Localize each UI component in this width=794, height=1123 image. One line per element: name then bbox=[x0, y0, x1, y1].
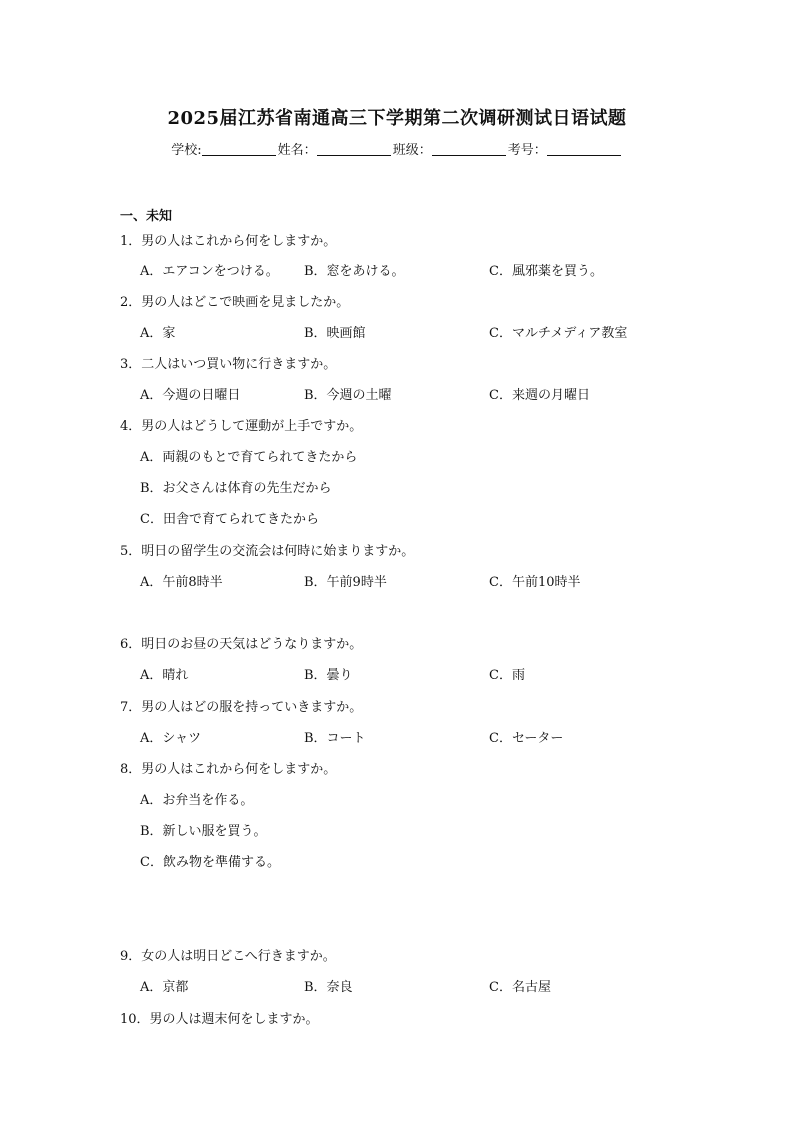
q3-option-c: C．来週の月曜日 bbox=[489, 388, 590, 403]
q1-option-c: C．風邪薬を買う。 bbox=[489, 264, 603, 279]
q7-option-c: C．セーター bbox=[489, 731, 564, 746]
q2-option-c: C．マルチメディア教室 bbox=[489, 326, 628, 341]
class-blank[interactable] bbox=[432, 142, 506, 156]
q4-option-a: A．両親のもとで育てられてきたから bbox=[140, 450, 358, 465]
page-title: 2025届江苏省南通高三下学期第二次调研测试日语试题 bbox=[167, 108, 627, 129]
q3-option-a: A．今週の日曜日 bbox=[140, 388, 241, 403]
number-label: 考号： bbox=[507, 143, 547, 158]
question-7: 7．男の人はどの服を持っていきますか。 bbox=[120, 700, 363, 715]
question-4: 4．男の人はどうして運動が上手ですか。 bbox=[120, 419, 363, 434]
q6-option-c: C．雨 bbox=[489, 668, 525, 683]
q5-option-b: B．午前9時半 bbox=[304, 575, 387, 590]
q3-option-b: B．今週の土曜 bbox=[304, 388, 392, 403]
question-3: 3．二人はいつ買い物に行きますか。 bbox=[120, 357, 337, 372]
number-blank[interactable] bbox=[547, 142, 621, 156]
school-blank[interactable] bbox=[202, 142, 276, 156]
q9-option-a: A．京都 bbox=[140, 980, 189, 995]
q7-option-a: A．シャツ bbox=[140, 731, 202, 746]
name-blank[interactable] bbox=[317, 142, 391, 156]
question-2: 2．男の人はどこで映画を見ましたか。 bbox=[120, 295, 350, 310]
q7-option-b: B．コート bbox=[304, 731, 366, 746]
q2-option-a: A．家 bbox=[140, 326, 176, 341]
q8-option-c: C．飲み物を準備する。 bbox=[140, 855, 280, 870]
class-label: 班级： bbox=[392, 143, 432, 158]
q4-option-b: B．お父さんは体育の先生だから bbox=[140, 481, 332, 496]
name-label: 姓名： bbox=[277, 143, 317, 158]
q6-option-a: A．晴れ bbox=[140, 668, 189, 683]
section-heading: 一、未知 bbox=[120, 209, 173, 224]
question-1: 1．男の人はこれから何をしますか。 bbox=[120, 234, 337, 249]
school-label: 学校: bbox=[171, 143, 202, 158]
q2-option-b: B．映画館 bbox=[304, 326, 366, 341]
question-8: 8．男の人はこれから何をしますか。 bbox=[120, 762, 337, 777]
q9-option-b: B．奈良 bbox=[304, 980, 353, 995]
student-info-line bbox=[0, 139, 794, 158]
q1-option-a: A．エアコンをつける。 bbox=[140, 264, 279, 279]
q9-option-c: C．名古屋 bbox=[489, 980, 551, 995]
q5-option-c: C．午前10時半 bbox=[489, 575, 581, 590]
question-5: 5．明日の留学生の交流会は何時に始まりますか。 bbox=[120, 544, 415, 559]
q5-option-a: A．午前8時半 bbox=[140, 575, 223, 590]
q1-option-b: B．窓をあける。 bbox=[304, 264, 405, 279]
q8-option-b: B．新しい服を買う。 bbox=[140, 824, 267, 839]
q4-option-c: C．田舎で育てられてきたから bbox=[140, 512, 319, 527]
question-6: 6．明日のお昼の天気はどうなりますか。 bbox=[120, 637, 363, 652]
q6-option-b: B．曇り bbox=[304, 668, 353, 683]
question-10: 10．男の人は週末何をしますか。 bbox=[120, 1012, 319, 1027]
question-9: 9．女の人は明日どこへ行きますか。 bbox=[120, 949, 336, 964]
q8-option-a: A．お弁当を作る。 bbox=[140, 793, 254, 808]
